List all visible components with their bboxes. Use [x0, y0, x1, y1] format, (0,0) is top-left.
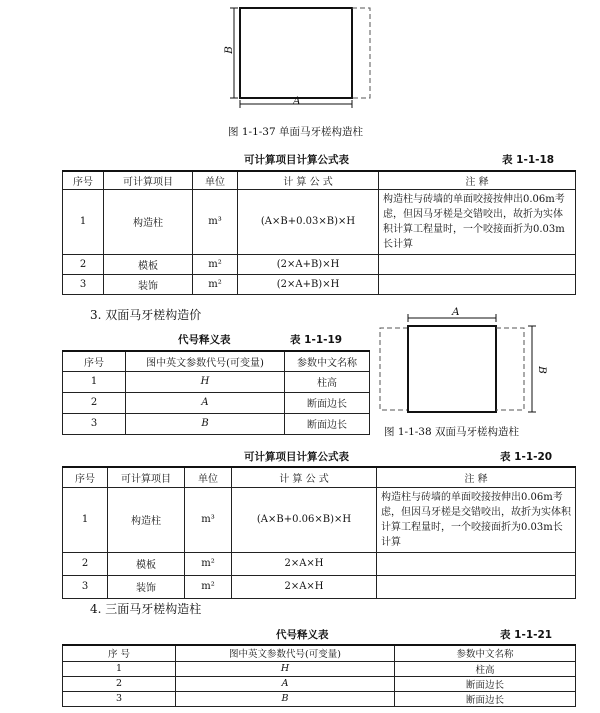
cell: 构造柱	[108, 487, 185, 552]
table-row	[63, 189, 576, 254]
table-row	[63, 413, 370, 434]
col-header: 参数中文名称	[395, 645, 576, 661]
table-row	[63, 552, 576, 575]
cell	[377, 575, 576, 598]
cell: 柱高	[285, 371, 370, 392]
table-row	[63, 371, 370, 392]
formula-table-1	[62, 170, 576, 295]
figure-caption: 图 1-1-38 双面马牙槎构造柱	[384, 426, 519, 438]
cell: 2×A×H	[232, 552, 377, 575]
table-title: 可计算项目计算公式表	[244, 154, 349, 166]
cell: B	[126, 413, 285, 434]
cell: 3	[63, 413, 126, 434]
cell: (A×B+0.06×B)×H	[232, 487, 377, 552]
cell: 3	[63, 274, 104, 294]
col-header: 可计算项目	[104, 171, 193, 189]
cell: 构造柱	[104, 189, 193, 254]
col-header: 计 算 公 式	[238, 171, 379, 189]
cell: 2	[63, 392, 126, 413]
cell: 2	[63, 676, 176, 691]
cell: B	[176, 691, 395, 706]
note-cell: 构造柱与砖墙的单面咬接按伸出0.06m考虑，但因马牙槎是交错咬出，故折为实体积计算工程量时，一个咬接面折为0.03m长计算	[379, 189, 576, 254]
cell: (A×B+0.03×B)×H	[238, 189, 379, 254]
figure-caption: 图 1-1-37 单面马牙槎构造柱	[228, 126, 363, 138]
col-header: 序号	[63, 467, 108, 487]
col-header: 单位	[193, 171, 238, 189]
cell: 1	[63, 487, 108, 552]
cell: 断面边长	[395, 691, 576, 706]
table-row	[63, 392, 370, 413]
symbol-table-4	[62, 644, 576, 707]
table-row	[63, 575, 576, 598]
cell: 2	[63, 552, 108, 575]
table-number: 表 1-1-20	[500, 451, 553, 463]
cell: H	[176, 661, 395, 676]
col-header: 序号	[63, 171, 104, 189]
col-header: 图中英文参数代号(可变量)	[176, 645, 395, 661]
col-header: 单位	[185, 467, 232, 487]
formula-table-3	[62, 466, 576, 599]
section-heading: 4. 三面马牙槎构造柱	[90, 602, 202, 616]
cell: H	[126, 371, 285, 392]
table-title: 代号释义表	[276, 629, 329, 641]
col-header: 序号	[63, 351, 126, 371]
table-row	[63, 274, 576, 294]
symbol-table-2	[62, 350, 370, 435]
cell: A	[176, 676, 395, 691]
cell: 装饰	[108, 575, 185, 598]
cell: 断面边长	[285, 413, 370, 434]
cell: m²	[193, 254, 238, 274]
cell: m³	[193, 189, 238, 254]
cell: 3	[63, 691, 176, 706]
table-row	[63, 661, 576, 676]
cell: 2×A×H	[232, 575, 377, 598]
cell: 装饰	[104, 274, 193, 294]
table-number: 表 1-1-18	[502, 154, 555, 166]
cell: 1	[63, 189, 104, 254]
table-title: 可计算项目计算公式表	[244, 451, 349, 463]
note-cell: 构造柱与砖墙的单面咬接按伸出0.06m考虑，但因马牙槎是交错咬出，故折为实体积计算工程量时，一个咬接面折为0.03m长计算	[377, 487, 576, 552]
cell: 断面边长	[285, 392, 370, 413]
table-number: 表 1-1-19	[290, 334, 343, 346]
dimension-label-b: B	[222, 46, 235, 54]
table-row	[63, 676, 576, 691]
cell: m²	[193, 274, 238, 294]
col-header: 序 号	[63, 645, 176, 661]
col-header: 参数中文名称	[285, 351, 370, 371]
section-heading: 3. 双面马牙槎构造价	[90, 308, 202, 322]
cell: m²	[185, 552, 232, 575]
col-header: 图中英文参数代号(可变量)	[126, 351, 285, 371]
cell	[377, 552, 576, 575]
cell: 3	[63, 575, 108, 598]
cell: 模板	[104, 254, 193, 274]
figure-single-side-column	[220, 0, 390, 118]
cell: 柱高	[395, 661, 576, 676]
col-header: 注 释	[377, 467, 576, 487]
cell: 2	[63, 254, 104, 274]
figure-double-side-column	[374, 308, 554, 420]
cell	[379, 254, 576, 274]
cell: m²	[185, 575, 232, 598]
table-row	[63, 691, 576, 706]
cell: (2×A+B)×H	[238, 254, 379, 274]
table-title: 代号释义表	[178, 334, 231, 346]
cell: 1	[63, 661, 176, 676]
col-header: 计 算 公 式	[232, 467, 377, 487]
cell: 1	[63, 371, 126, 392]
cell	[379, 274, 576, 294]
cell: m³	[185, 487, 232, 552]
cell: (2×A+B)×H	[238, 274, 379, 294]
table-row	[63, 254, 576, 274]
cell: A	[126, 392, 285, 413]
table-number: 表 1-1-21	[500, 629, 553, 641]
col-header: 注 释	[379, 171, 576, 189]
cell: 模板	[108, 552, 185, 575]
table-row	[63, 487, 576, 552]
dimension-label-b: B	[535, 366, 548, 374]
cell: 断面边长	[395, 676, 576, 691]
col-header: 可计算项目	[108, 467, 185, 487]
dimension-label-a: A	[293, 95, 301, 107]
dimension-label-a: A	[452, 306, 460, 318]
